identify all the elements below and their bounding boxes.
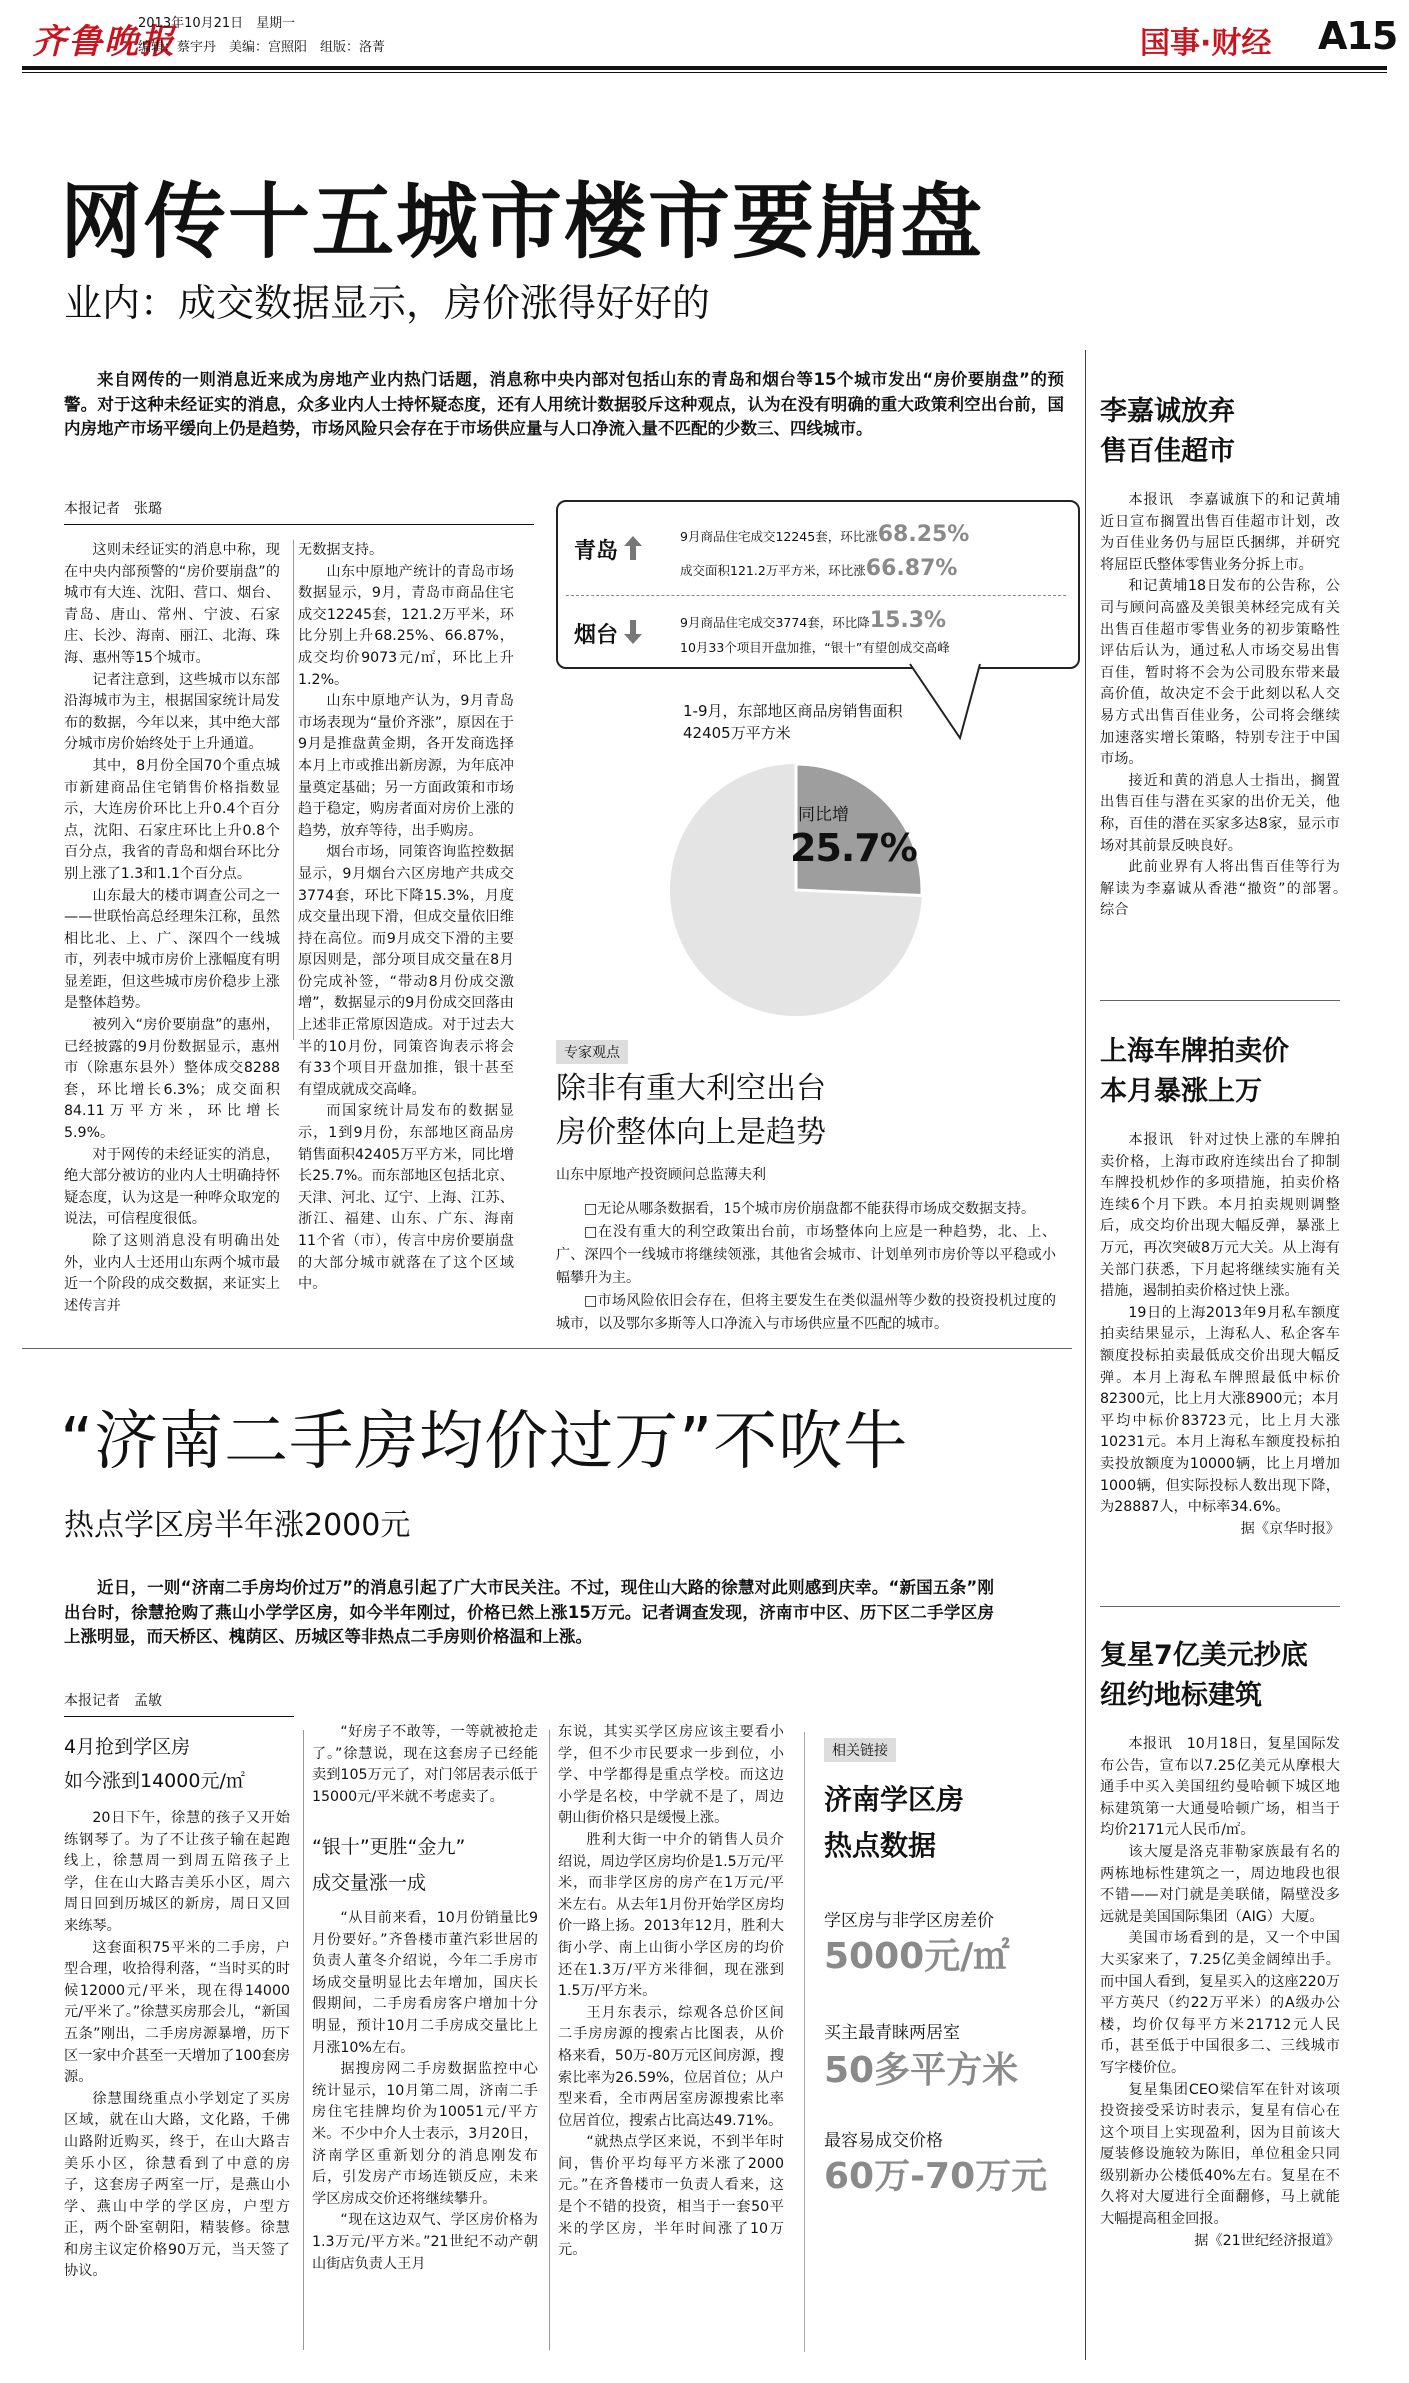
column-divider: [303, 1730, 304, 2350]
right-story-3-body: [1100, 1734, 1340, 2252]
pie-caption: 1-9月，东部地区商品房销售面积42405万平方米: [683, 702, 903, 742]
paragraph: 东说，其实买学区房应该主要看小学，但不少市民要求一步到位，小学、中学都得是重点学校。而这边小学是名校，中学就不是了，周边朝山街价格只是缓慢上涨。: [558, 1724, 784, 1827]
right-story-1-title-1: 李嘉诚放弃: [1100, 396, 1235, 427]
paragraph: 山东中原地产统计的青岛市场数据显示，9月，青岛市商品住宅成交12245套，121.2万平米，环比分别上升68.25%、66.87%，成交均价9073元/㎡，环比上升1.2%。: [298, 563, 514, 688]
column-divider: [549, 1730, 550, 2350]
paragraph: 20日下午，徐慧的孩子又开始练钢琴了。为了不让孩子输在起跑线上，徐慧周一到周五陪孩子上学，住在山大路吉美乐小区，周六周日回到历城区的新房，周日又回来练琴。: [64, 1810, 290, 1934]
story2-headline: “济南二手房均价过万”不吹牛: [60, 1405, 909, 1479]
paragraph: 这则未经证实的消息中称，现在中央内部预警的“房价要崩盘”的城市有大连、沈阳、营口、烟台、青岛、唐山、常州、宁波、石家庄、长沙、海南、丽江、北海、珠海、惠州等15个城市。: [64, 542, 280, 666]
story2-lead-text: 近日，一则“济南二手房均价过万”的消息引起了广大市民关注。不过，现住山大路的徐慧对此则感到庆幸。“新国五条”刚出台时，徐慧抢购了燕山小学学区房，如今半年刚过，价格已然上涨15万元。记者调查发现，济南市中区、历下区二手学区房上涨明显，而天桥区、槐荫区、历城区等非热点二手房则价格温和上涨。: [64, 1578, 994, 1646]
qingdao-line-2-text: 成交面积121.2万平方米，环比涨: [680, 563, 866, 578]
story1-column-1: [64, 540, 280, 1317]
right-story-2-title-2: 本月暴涨上万: [1100, 1076, 1262, 1107]
paragraph: 山东最大的楼市调查公司之一——世联怡高总经理朱江称，虽然相比北、上、广、深四个一线城市，列表中城市房价上涨幅度有明显差距，但这些城市房价稳步上涨是整体趋势。: [64, 887, 280, 1012]
source-credit: 据《21世纪经济报道》: [1194, 2232, 1340, 2249]
yantai-line-1: [680, 608, 946, 633]
paragraph: 对于网传的未经证实的消息，绝大部分被访的业内人士明确持怀疑态度，认为这是一种哗众取宠的说法，可信程度很低。: [64, 1146, 280, 1228]
qingdao-line-1: [680, 522, 969, 547]
story2-lead: [64, 1576, 994, 1650]
paragraph: 复星集团CEO梁信军在针对该项投资接受采访时表示，复星有信心在这个项目上实现盈利，因为目前该大厦装修设施较为陈旧，单位租金只同级别新办公楼低40%左右。复星在不久将对大厦进行全面翻修，马上就能大幅提高租金回报。: [1100, 2081, 1340, 2228]
page-number: A15: [1318, 14, 1398, 58]
related-title-1: 济南学区房: [824, 1783, 965, 1816]
paragraph: 除了这则消息没有明确出处外，业内人士还用山东两个城市最近一个阶段的成交数据，来证实上述传言并: [64, 1233, 280, 1314]
paragraph: 据搜房网二手房数据监控中心统计显示，10月第二周，济南二手房住宅挂牌均价为10051元/平方米。不少中介人士表示，3月20日，济南学区重新划分的消息刚发布后，引发房产市场连锁反应，未来学区房成交价还将继续攀升。: [312, 2061, 538, 2207]
column-divider: [293, 540, 294, 1040]
pie-slice-value: 25.7%: [790, 826, 917, 870]
paragraph: 本报讯 李嘉诚旗下的和记黄埔近日宣布搁置出售百佳超市计划，改为百佳业务仍与屈臣氏捆绑，并研究将屈臣氏整体零售业务分拆上市。: [1100, 492, 1340, 573]
story2-rule: [64, 1716, 294, 1717]
yantai-line-1-text: 9月商品住宅成交3774套，环比降: [680, 615, 870, 630]
paragraph: 此前业界有人将出售百佳等行为解读为李嘉诚从香港“撤资”的部署。 综合: [1100, 859, 1383, 919]
paragraph: “从目前来看，10月份销量比9月份要好。”齐鲁楼市董汽彩世居的负责人董冬介绍说，今年二手房市场成交量明显比去年增加，国庆长假期间，二手房看房客户增加十分明显，预计10月二手房成交量比上月涨10%左右。: [312, 1910, 538, 2056]
yantai-label: 烟台: [574, 623, 619, 648]
right-story-3-title-1: 复星7亿美元抄底: [1100, 1640, 1308, 1671]
paragraph: 接近和黄的消息人士指出，搁置出售百佳与潜在买家的出价无关，他称，百佳的潜在买家多达8家，显示市场对其前景反映良好。: [1100, 772, 1340, 854]
up-arrow-icon: [624, 536, 642, 564]
right-story-1-title-2: 售百佳超市: [1100, 436, 1235, 467]
expert-point: □无论从哪条数据看，15个城市房价崩盘都不能获得市场成交数据支持。: [584, 1201, 1036, 1217]
qingdao-line-2: [680, 556, 957, 581]
right-story-2-title-1: 上海车牌拍卖价: [1100, 1036, 1289, 1067]
story1-rule: [64, 524, 534, 525]
related-item-1-value: 5000元/㎡: [824, 1936, 1010, 1977]
story2-subhead-1a: 4月抢到学区房: [64, 1736, 191, 1758]
story1-headline: 网传十五城市楼市要崩盘: [60, 174, 985, 270]
related-title-2: 热点数据: [824, 1829, 937, 1862]
yantai-pct-1: 15.3%: [869, 608, 947, 633]
editors-line: 编辑：蔡宇丹 美编：宫照阳 组版：洛菁: [138, 40, 386, 55]
pie-slice-label: 同比增: [798, 805, 849, 825]
story2-byline: 本报记者 孟敏: [64, 1693, 162, 1709]
paragraph: 记者注意到，这些城市以东部沿海城市为主，根据国家统计局发布的数据，今年以来，其中绝大部分城市房价始终处于上升通道。: [64, 671, 280, 753]
paragraph: 其中，8月份全国70个重点城市新建商品住宅销售价格指数显示，大连房价环比上升0.4个百分点，沈阳、石家庄环比上升0.8个百分点，我省的青岛和烟台环比分别上涨了1.3和1.1个百分点。: [64, 757, 280, 882]
right-story-3: [1100, 1636, 1340, 2252]
story2-column-3: [558, 1722, 784, 2262]
related-tag: 相关链接: [824, 1738, 896, 1762]
paragraph: “好房子不敢等，一等就被抢走了。”徐慧说，现在这套房子已经能卖到105万元了，对门邻居表示低于15000元/平米就不考虑卖了。: [312, 1724, 538, 1805]
related-item-2-value: 50多平方米: [824, 2050, 1019, 2091]
story1-column-2: [298, 540, 514, 1296]
paragraph: 本报讯 针对过快上涨的车牌拍卖价格，上海市政府连续出台了抑制车牌投机炒作的多项措施，拍卖价格连续6个月下跌。本月拍卖规则调整后，成交均价出现大幅反弹，暴涨上万元，再次突破8万元大关。从上海有关部门获悉，下月起将继续实施有关措施，遏制拍卖价格过快上涨。: [1100, 1132, 1340, 1300]
section-rule: [1100, 1000, 1340, 1001]
masthead: [0, 0, 1409, 100]
paragraph: 被列入“房价要崩盘”的惠州，已经披露的9月份数据显示，惠州市（除惠东县外）整体成交8288套，环比增长6.3%；成交面积84.11万平方米，环比增长5.9%。: [64, 1017, 280, 1142]
right-story-2-body: [1100, 1130, 1340, 1540]
expert-point: □市场风险依旧会存在，但将主要发生在类似温州等少数的投资投机过度的城市，以及鄂尔多斯等人口净流入与市场供应量不匹配的城市。: [556, 1293, 1056, 1332]
paragraph: 而国家统计局发布的数据显示，1到9月份，东部地区商品房销售面积42405万平方米，同比增长25.7%。而东部地区包括北京、天津、河北、辽宁、上海、江苏、浙江、福建、山东、广东、海南11个省（市），传言中房价要崩盘的大部分城市就落在了这个区域中。: [298, 1103, 514, 1293]
story2-subhead-2b: 成交量涨一成: [312, 1872, 427, 1894]
down-arrow-icon: [624, 620, 642, 648]
paragraph: 该大厦是洛克菲勒家族最有名的两栋地标性建筑之一，周边地段也很不错——对门就是美联储，隔壁没多远就是美国国际集团（AIG）大厦。: [1100, 1843, 1340, 1925]
paragraph: 烟台市场，同策咨询监控数据显示，9月烟台六区房地产共成交3774套，环比下降15.3%，月度成交量出现下滑，但成交量依旧维持在高位。而9月成交下滑的主要原因则是，部分项目成交量在8月份完成补签，“带动8月份成交激增”，数据显示的9月份成交回落由上述非正常原因造成。对于过去大半的10月份，同策咨询表示将会有33个项目开盘加推，银十甚至有望成就成交高峰。: [298, 844, 514, 1098]
story2-subhead-2a: “银十”更胜“金九”: [312, 1836, 466, 1858]
section-name: 国事·财经: [1140, 26, 1272, 61]
story1-byline: 本报记者 张璐: [64, 501, 162, 517]
paragraph: 美国市场看到的是，又一个中国大买家来了，7.25亿美金阔绰出手。而中国人看到，复星买入的这座220万平方英尺（约22万平米）的A级办公楼，均价仅每平方米21712元人民币，甚至低于中国很多二、三线城市写字楼价位。: [1100, 1930, 1340, 2076]
qingdao-pct-1: 68.25%: [877, 522, 970, 547]
related-item-3-value: 60万-70万元: [824, 2156, 1048, 2197]
story1-lead: [64, 368, 1064, 442]
infobox-divider: [566, 595, 1066, 597]
masthead-rule: [22, 66, 1387, 70]
section-rule: [22, 1348, 1072, 1349]
pie-chart: [666, 760, 926, 1020]
paragraph: 和记黄埔18日发布的公告称，公司与顾问高盛及美银美林经完成有关出售百佳超市零售业务的初步策略性评估后认为，通过私人市场交易出售百佳，暂时将不会为公司股东带来最高价值，故决定不会于此刻以私人交易方式出售百佳业务，公司将会继续加速落实增长策略，特别专注于中国市场。: [1100, 578, 1340, 768]
source-credit: 据《京华时报》: [1240, 1520, 1340, 1537]
story1-lead-text: 来自网传的一则消息近来成为房地产业内热门话题，消息称中央内部对包括山东的青岛和烟台等15个城市发出“房价要崩盘”的预警。对于这种未经证实的消息，众多业内人士持怀疑态度，还有人用统计数据驳斥这种观点，认为在没有明确的重大政策利空出台前，国内房地产市场平缓向上仍是趋势，市场风险只会存在于市场供应量与人口净流入量不匹配的少数三、四线城市。: [64, 370, 1064, 438]
paragraph: 徐慧围绕重点小学划定了买房区域，就在山大路，文化路，千佛山路附近购买，终于，在山大路吉美乐小区，徐慧看到了中意的房子，这套房子两室一厅，是燕山小学、燕山中学的学区房，户型方正，两个卧室朝阳，精装修。徐慧和房主议定价格90万元，当天签了协议。: [64, 2090, 290, 2280]
expert-point: □在没有重大的利空政策出台前，市场整体向上应是一种趋势，北、上、广、深四个一线城市将继续领涨，其他省会城市、计划单列市房价等以平稳或小幅攀升为主。: [556, 1224, 1056, 1286]
qingdao-label: 青岛: [574, 539, 619, 564]
qingdao-pct-2: 66.87%: [865, 556, 958, 581]
right-story-1-body: [1100, 490, 1383, 922]
paragraph: 山东中原地产认为，9月青岛市场表现为“量价齐涨”，原因在于9月是推盘黄金期，各开发商选择本月上市或推出新房源，为年底冲量奠定基础；另一方面政策和市场趋于稳定，购房者面对房价上涨的趋势，放弃等待，出手购房。: [298, 693, 514, 839]
expert-title-1: 除非有重大利空出台: [556, 1071, 826, 1106]
expert-title-2: 房价整体向上是趋势: [556, 1115, 826, 1150]
story1-subhead: 业内：成交数据显示，房价涨得好好的: [64, 281, 711, 325]
paragraph: 无数据支持。: [298, 542, 384, 558]
story2-column-2b: [312, 1908, 538, 2275]
paragraph: 这套面积75平米的二手房，户型合理，收拾得利落，“当时买的时候12000元/平米，现在得14000元/平米了。”徐慧买房那会儿，“新国五条”刚出，二手房房源暴增，历下区一家中介甚至一天增加了100套房源。: [64, 1939, 290, 2086]
related-item-1-label: 学区房与非学区房差价: [824, 1911, 994, 1931]
qingdao-line-1-text: 9月商品住宅成交12245套，环比涨: [680, 529, 878, 544]
related-item-3-label: 最容易成交价格: [824, 2131, 943, 2151]
masthead-rule-thin: [22, 72, 1387, 73]
paragraph: “现在这边双气、学区房价格为1.3万元/平方米。”21世纪不动产朝山街店负责人王月: [312, 2212, 538, 2272]
right-story-3-title-2: 纽约地标建筑: [1100, 1680, 1262, 1711]
paragraph: 王月东表示，综观各总价区间二手房房源的搜索占比图表，从价格来看，50万-80万元区间房源，搜索比率为26.59%，位居首位；从户型来看，全市两居室房源搜索比率位居首位，搜索占比高达49.71%。: [558, 2004, 784, 2129]
right-story-2: [1100, 1032, 1340, 1540]
paragraph: 胜利大街一中介的销售人员介绍说，周边学区房均价是1.5万元/平米，而非学区房的房产在1万元/平米左右。从去年1月份开始学区房均价一路上扬。2013年12月，胜利大街小学、南上山街小学区房的均价还在1.3万/平方米徘徊，现在涨到1.5万/平方米。: [558, 1831, 784, 2000]
right-story-1: [1100, 392, 1383, 922]
section-rule: [1100, 1606, 1340, 1607]
story2-subhead-1b: 如今涨到14000元/㎡: [64, 1770, 245, 1792]
story2-column-2a: [312, 1722, 538, 1808]
expert-tag: 专家观点: [556, 1040, 628, 1064]
paragraph: 19日的上海2013年9月私车额度拍卖结果显示，上海私人、私企客车额度投标拍卖最低成交价出现大幅反弹。本月上海私车牌照最低中标价82300元，比上月大涨8900元；本月平均中标价83723元，比上月大涨10231元。本月上海私车额度投标拍卖投放额度为10000辆，比上月增加1000辆，但实际投标人数出现下降，为28887人，中标率34.6%。: [1100, 1304, 1340, 1516]
infobox-callout-tail: [900, 660, 990, 740]
expert-points: [556, 1198, 1056, 1336]
column-divider: [1085, 350, 1086, 2360]
story2-subhead: 热点学区房半年涨2000元: [64, 1508, 411, 1543]
paragraph: “就热点学区来说，不到半年时间，售价平均每平方米涨了2000元。”在齐鲁楼市一负责人看来，这是个不错的投资，相当于一套50平米的学区房，半年时间涨了10万元。: [558, 2134, 784, 2259]
related-item-2-label: 买主最青睐两居室: [824, 2023, 960, 2043]
story2-column-1: [64, 1808, 290, 2283]
expert-source: 山东中原地产投资顾问总监薄夫利: [556, 1167, 766, 1183]
newspaper-logo: 齐鲁晚报: [32, 22, 176, 62]
paragraph: 本报讯 10月18日，复星国际发布公告，宣布以7.25亿美元从摩根大通手中买入美国纽约曼哈顿下城区地标建筑第一大通曼哈顿广场，相当于均价2171元人民币/㎡。: [1100, 1736, 1340, 1839]
issue-date: 2013年10月21日 星期一: [138, 16, 296, 31]
yantai-line-2: 10月33个项目开盘加推，“银十”有望创成交高峰: [680, 640, 950, 655]
